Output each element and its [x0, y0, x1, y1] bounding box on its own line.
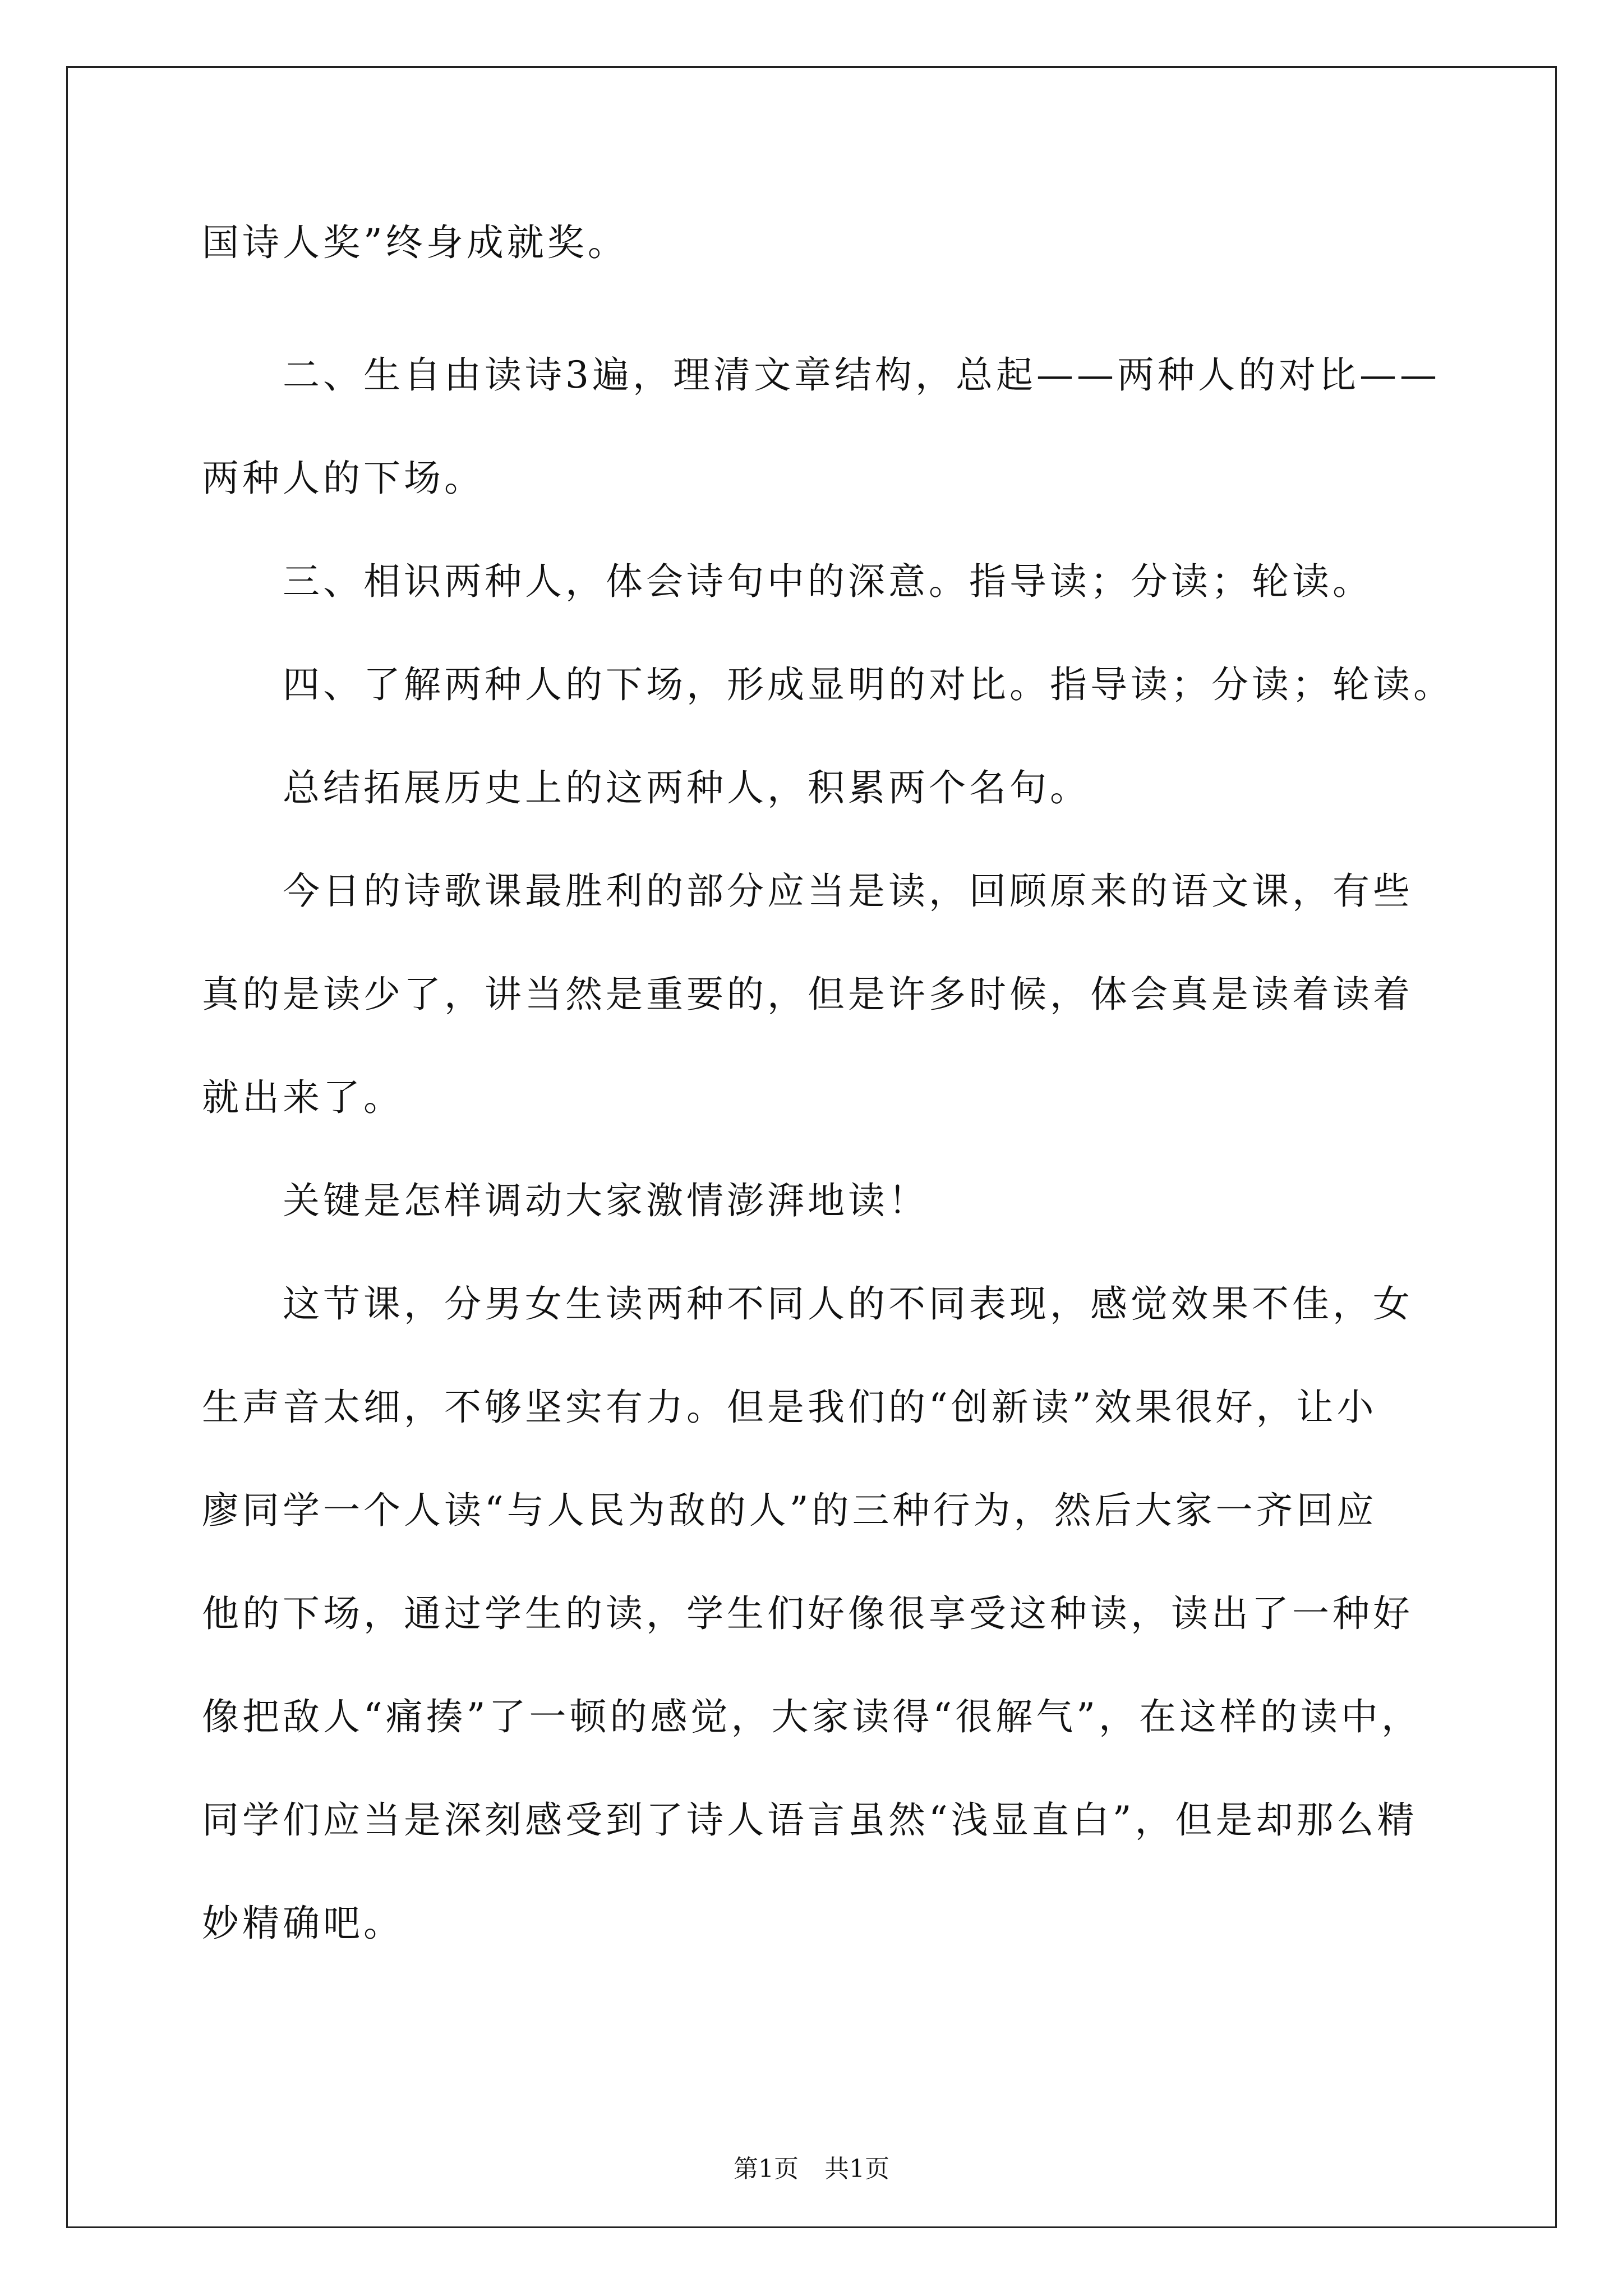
page-footer [0, 2148, 1623, 2184]
text-line: 真的是读少了，讲当然是重要的，但是许多时候，体会真是读着读着 [202, 973, 1413, 1016]
text-line: 像把敌人“痛揍”了一顿的感觉，大家读得“很解气”，在这样的读中， [202, 1695, 1422, 1738]
text-line: 关键是怎样调动大家激情澎湃地读！ [202, 1179, 929, 1222]
page-number: 第1页 [734, 2155, 799, 2183]
text-line: 总结拓展历史上的这两种人，积累两个名句。 [202, 766, 1090, 809]
text-line: 廖同学一个人读“与人民为敌的人”的三种行为，然后大家一齐回应 [202, 1489, 1377, 1532]
text-line: 就出来了。 [202, 1076, 404, 1119]
text-line: 二、生自由读诗3遍，理清文章结构，总起——两种人的对比—— [202, 353, 1440, 397]
text-line: 今日的诗歌课最胜利的部分应当是读，回顾原来的语文课，有些 [202, 869, 1413, 913]
text-line: 两种人的下场。 [202, 457, 485, 500]
text-line: 同学们应当是深刻感受到了诗人语言虽然“浅显直白”，但是却那么精 [202, 1798, 1418, 1842]
page-total: 共1页 [824, 2155, 889, 2183]
text-line: 他的下场，通过学生的读，学生们好像很享受这种读，读出了一种好 [202, 1592, 1413, 1635]
text-line: 这节课，分男女生读两种不同人的不同表现，感觉效果不佳，女 [202, 1282, 1413, 1326]
text-line: 国诗人奖”终身成就奖。 [202, 221, 628, 264]
text-line: 妙精确吧。 [202, 1902, 404, 1945]
text-line: 生声音太细，不够坚实有力。但是我们的“创新读”效果很好，让小 [202, 1386, 1377, 1429]
text-line: 四、了解两种人的下场，形成显明的对比。指导读；分读；轮读。 [202, 663, 1454, 706]
text-line: 三、相识两种人，体会诗句中的深意。指导读；分读；轮读。 [202, 560, 1373, 603]
